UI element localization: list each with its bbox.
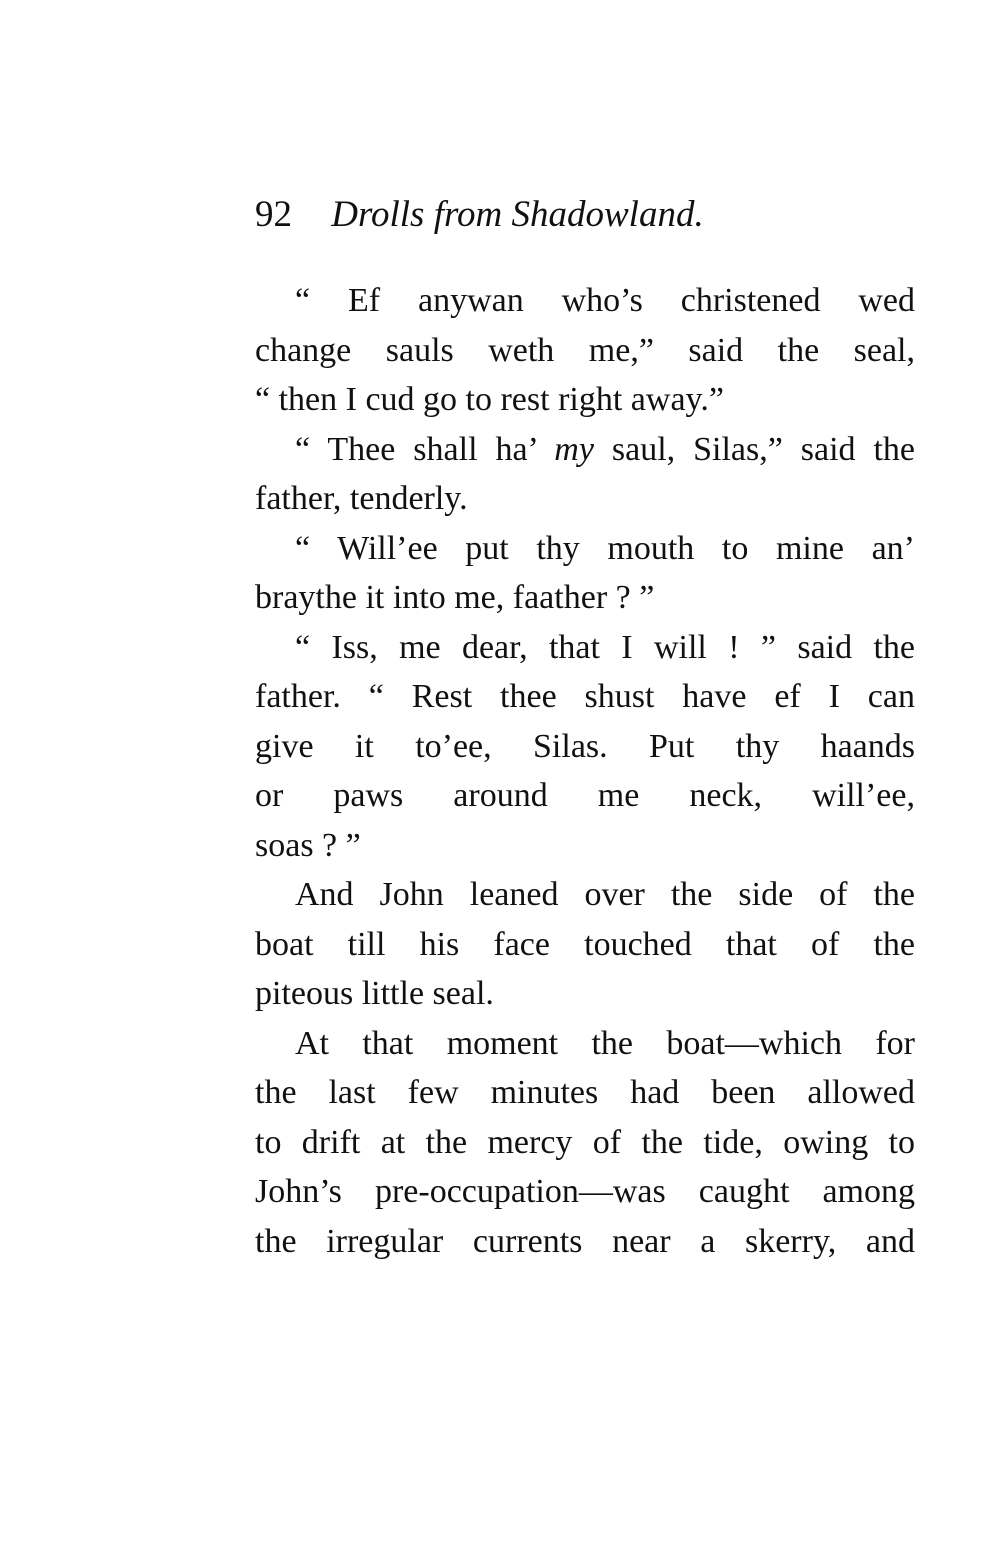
text-line: soas ? ” <box>255 826 361 864</box>
text-fragment: “ Thee shall ha’ <box>295 430 555 468</box>
paragraph <box>255 276 915 425</box>
text-line: At that moment the boat—which for <box>295 1024 915 1062</box>
page-number: 92 <box>255 194 292 235</box>
text-line: to drift at the mercy of the tide, owing to <box>255 1123 915 1161</box>
text-line: piteous little seal. <box>255 975 494 1012</box>
text-line: or paws around me neck, will’ee, <box>255 777 915 814</box>
paragraph <box>255 425 915 524</box>
running-header <box>255 190 915 240</box>
text-line: “ Iss, me dear, that I will ! ” said the <box>295 628 915 666</box>
text-line: father. “ Rest thee shust have ef I can <box>255 678 915 715</box>
text-line: change sauls weth me,” said the seal, <box>255 331 915 369</box>
text-line: “ Will’ee put thy mouth to mine an’ <box>295 529 915 567</box>
text-line: the last few minutes had been allowed <box>255 1074 915 1111</box>
paragraph <box>255 623 915 871</box>
text-line: give it to’ee, Silas. Put thy haands <box>255 727 915 765</box>
text-line: “ then I cud go to rest right away.” <box>255 381 724 418</box>
text-line: boat till his face touched that of the <box>255 925 915 963</box>
text-fragment: saul, Silas,” said the <box>593 430 915 468</box>
text-line: John’s pre-occupation—was caught among <box>255 1173 915 1210</box>
text-line: braythe it into me, faather ? ” <box>255 579 655 616</box>
text-line: “ Ef anywan who’s christened wed <box>295 282 915 319</box>
text-line: And John leaned over the side of the <box>295 876 915 913</box>
text-line: the irregular currents near a skerry, and <box>255 1222 915 1260</box>
running-title: Drolls from Shadowland. <box>331 194 704 235</box>
text-line <box>255 425 915 475</box>
paragraph <box>255 524 915 623</box>
body-text <box>255 276 915 1266</box>
emphasis-text: my <box>554 430 594 468</box>
text-line: father, tenderly. <box>255 480 468 517</box>
paragraph <box>255 870 915 1019</box>
paragraph <box>255 1019 915 1267</box>
